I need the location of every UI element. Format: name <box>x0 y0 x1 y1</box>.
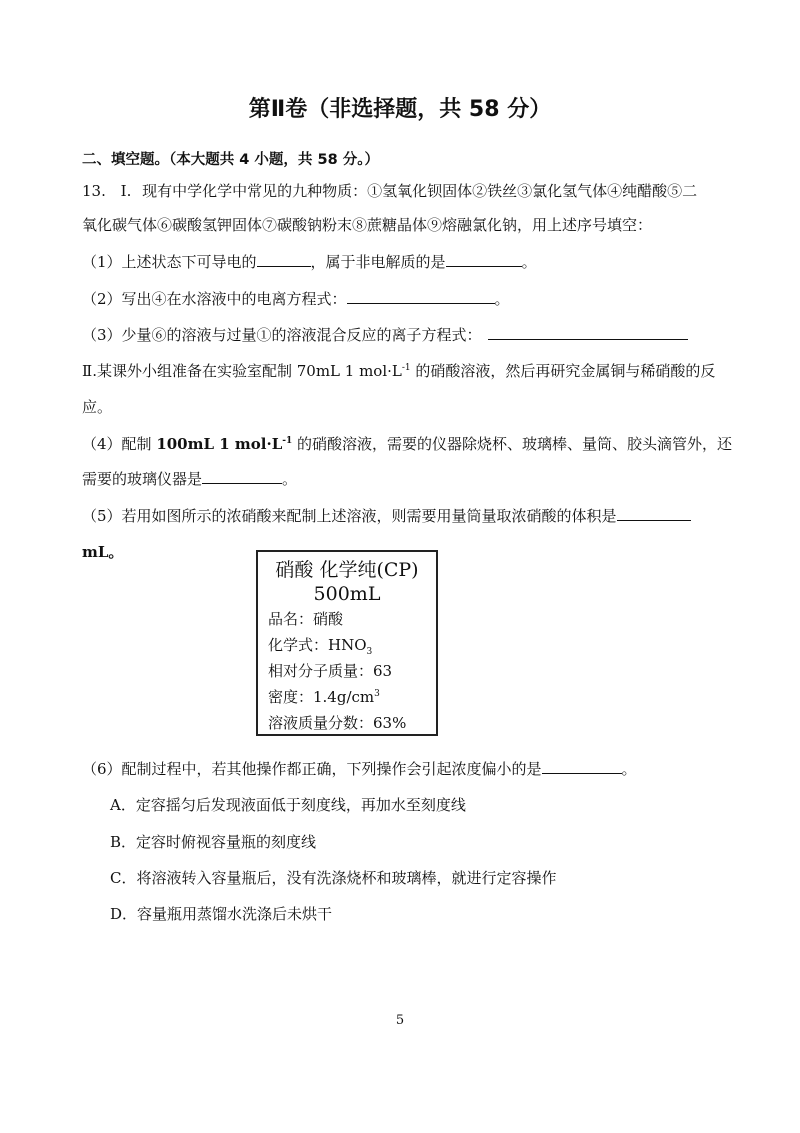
q1-line <box>82 251 537 272</box>
q4-line1 <box>82 433 732 454</box>
label-density-text: 密度：1.4g/cm <box>268 688 375 706</box>
q4-sup: -1 <box>282 436 293 446</box>
option-b: B．定容时俯视容量瓶的刻度线 <box>110 833 317 851</box>
intro-text-1: 现有中学化学中常见的九种物质：①氢氧化钡固体②铁丝③氯化氢气体④纯醋酸⑤二 <box>142 182 698 200</box>
label-volume: 500mL <box>313 583 381 605</box>
q2-text-c: 。 <box>494 290 510 308</box>
label-mw: 相对分子质量：63 <box>268 662 393 680</box>
section-heading: 二、填空题。（本大题共 4 小题，共 58 分。） <box>82 152 379 168</box>
q5-text-a: （5）若用如图所示的浓硝酸来配制上述溶液，则需要用量筒量取浓硝酸的体积是 <box>82 507 617 525</box>
part2-text-b: 的硝酸溶液，然后再研究金属铜与稀硝酸的反 <box>410 362 716 380</box>
answer-blank-2[interactable] <box>446 252 522 267</box>
answer-blank-1[interactable] <box>257 252 311 267</box>
q4-concentration: 100mL 1 mol·L <box>156 435 283 453</box>
label-fraction: 溶液质量分数：63% <box>268 714 407 732</box>
part2-text-a: Ⅱ.某课外小组准备在实验室配制 70mL 1 mol·L <box>82 362 402 380</box>
option-c: C．将溶液转入容量瓶后，没有洗涤烧杯和玻璃棒，就进行定容操作 <box>110 869 557 887</box>
answer-blank-7[interactable] <box>542 759 622 774</box>
q4-text-c: 需要的玻璃仪器是 <box>82 470 203 488</box>
option-d: D．容量瓶用蒸馏水洗涤后未烘干 <box>110 905 333 923</box>
answer-blank-3[interactable] <box>347 289 495 304</box>
page-title: 第Ⅱ卷（非选择题，共 58 分） <box>248 97 552 122</box>
q5-line1 <box>82 505 691 526</box>
q6-text-a: （6）配制过程中，若其他操作都正确，下列操作会引起浓度偏小的是 <box>82 760 542 778</box>
q3-text-a: （3）少量⑥的溶液与过量①的溶液混合反应的离子方程式： <box>82 326 482 344</box>
label-density-sup: 3 <box>374 689 380 699</box>
label-name: 品名：硝酸 <box>268 610 344 628</box>
q2-text-a: （2）写出④在水溶液中的电离方程式： <box>82 290 347 308</box>
q4-text-a: （4）配制 <box>82 435 157 453</box>
page-number: 5 <box>395 1013 405 1028</box>
part2-line1 <box>82 360 715 381</box>
q1-text-c: 。 <box>521 253 537 271</box>
q1-text-b: ，属于非电解质的是 <box>310 253 446 271</box>
part1-label: Ⅰ. <box>120 182 132 200</box>
q13-intro-line2: 氧化碳气体⑥碳酸氢钾固体⑦碳酸钠粉末⑧蔗糖晶体⑨熔融氯化钠，用上述序号填空： <box>82 216 653 234</box>
q1-text-a: （1）上述状态下可导电的 <box>82 253 257 271</box>
label-formula-text: 化学式：HNO <box>268 636 367 654</box>
q4-text-d: 。 <box>282 470 298 488</box>
label-density <box>268 684 426 710</box>
answer-blank-6[interactable] <box>617 506 691 521</box>
q2-line <box>82 288 510 309</box>
reagent-bottle-label <box>256 550 438 736</box>
part2-sup: -1 <box>401 363 411 373</box>
q13-intro-line1 <box>82 180 697 201</box>
label-formula <box>268 632 426 658</box>
q6-text-c: 。 <box>621 760 637 778</box>
q3-line <box>82 324 688 345</box>
q6-line <box>82 758 637 779</box>
part2-line2: 应。 <box>82 398 113 416</box>
q4-line2 <box>82 468 297 489</box>
answer-blank-4[interactable] <box>488 325 688 340</box>
q5-unit: mL。 <box>82 543 124 561</box>
q4-text-b: 的硝酸溶液，需要的仪器除烧杯、玻璃棒、量筒、胶头滴管外，还 <box>292 435 733 453</box>
question-number: 13. <box>82 182 106 200</box>
answer-blank-5[interactable] <box>202 469 282 484</box>
option-a: A．定容摇匀后发现液面低于刻度线，再加水至刻度线 <box>110 796 466 814</box>
label-formula-sub: 3 <box>366 647 373 657</box>
label-title: 硝酸 化学纯(CP) <box>275 559 419 581</box>
